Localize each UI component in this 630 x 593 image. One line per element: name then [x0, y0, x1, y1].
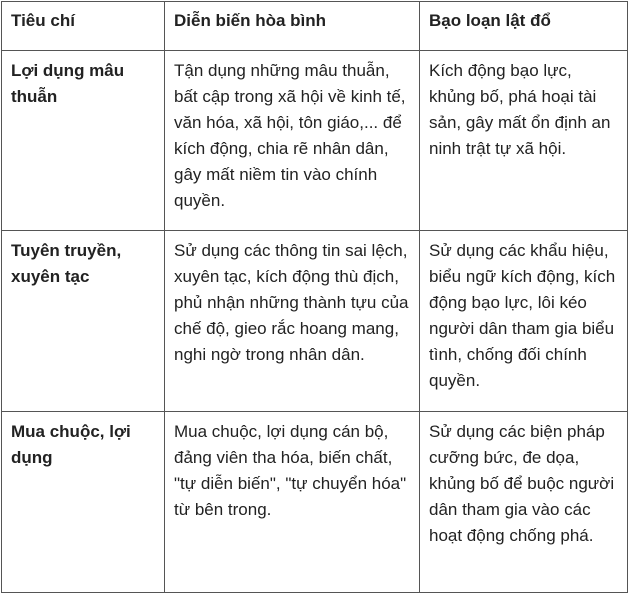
bao-loan-cell: Kích động bạo lực, khủng bố, phá hoại tài sản, gây mất ổn định an ninh trật tự xã hội. — [420, 51, 628, 231]
criterion-cell: Lợi dụng mâu thuẫn — [2, 51, 165, 231]
criterion-cell: Mua chuộc, lợi dụng — [2, 412, 165, 593]
dien-bien-cell: Tận dụng những mâu thuẫn, bất cập trong xã hội về kinh tế, văn hóa, xã hội, tôn giáo,... để kích động, chia rẽ nhân dân, gây mất niềm tin vào chính quyền. — [165, 51, 420, 231]
criterion-cell: Tuyên truyền, xuyên tạc — [2, 231, 165, 412]
table-header-row — [2, 2, 628, 51]
comparison-table — [1, 1, 628, 593]
bao-loan-cell: Sử dụng các biện pháp cưỡng bức, đe dọa, khủng bố để buộc người dân tham gia vào các hoạt động chống phá. — [420, 412, 628, 593]
table-row — [2, 412, 628, 593]
dien-bien-cell: Mua chuộc, lợi dụng cán bộ, đảng viên tha hóa, biến chất, "tự diễn biến", "tự chuyển hóa" từ bên trong. — [165, 412, 420, 593]
header-bao-loan-lat-do: Bạo loạn lật đổ — [420, 2, 628, 51]
table-row — [2, 231, 628, 412]
header-dien-bien-hoa-binh: Diễn biến hòa bình — [165, 2, 420, 51]
header-criterion: Tiêu chí — [2, 2, 165, 51]
table-row — [2, 51, 628, 231]
bao-loan-cell: Sử dụng các khẩu hiệu, biểu ngữ kích động, kích động bạo lực, lôi kéo người dân tham gia biểu tình, chống đối chính quyền. — [420, 231, 628, 412]
dien-bien-cell: Sử dụng các thông tin sai lệch, xuyên tạc, kích động thù địch, phủ nhận những thành tựu của chế độ, gieo rắc hoang mang, nghi ngờ trong nhân dân. — [165, 231, 420, 412]
